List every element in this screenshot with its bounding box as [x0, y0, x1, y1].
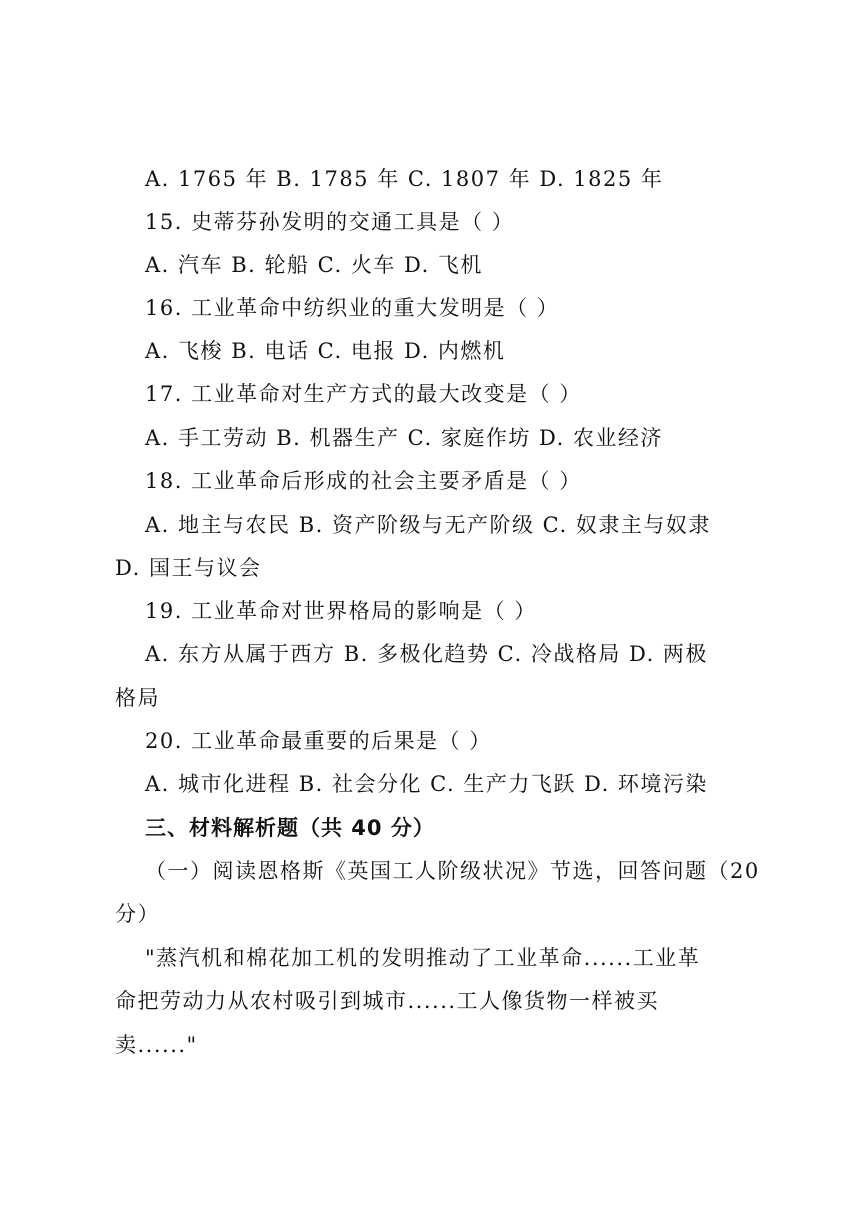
- q19-options-continued: 格局: [115, 686, 160, 710]
- q20-options: A. 城市化进程 B. 社会分化 C. 生产力飞跃 D. 环境污染: [145, 772, 708, 796]
- q19-question: 19. 工业革命对世界格局的影响是（ ）: [145, 599, 537, 623]
- material-intro: （一）阅读恩格斯《英国工人阶级状况》节选，回答问题（20: [145, 859, 760, 883]
- section-heading: 三、材料解析题（共 40 分）: [145, 816, 435, 840]
- quote-line-1: "蒸汽机和棉花加工机的发明推动了工业革命......工业革: [145, 946, 701, 970]
- q20-question: 20. 工业革命最重要的后果是（ ）: [145, 729, 492, 753]
- q15-question: 15. 史蒂芬孙发明的交通工具是（ ）: [145, 210, 515, 234]
- q16-question: 16. 工业革命中纺织业的重大发明是（ ）: [145, 296, 560, 320]
- q15-options: A. 汽车 B. 轮船 C. 火车 D. 飞机: [145, 253, 483, 277]
- quote-line-2: 命把劳动力从农村吸引到城市......工人像货物一样被买: [115, 989, 660, 1013]
- q18-options: A. 地主与农民 B. 资产阶级与无产阶级 C. 奴隶主与奴隶: [145, 513, 711, 537]
- q16-options: A. 飞梭 B. 电话 C. 电报 D. 内燃机: [145, 339, 506, 363]
- material-intro-continued: 分）: [115, 902, 160, 926]
- q17-question: 17. 工业革命对生产方式的最大改变是（ ）: [145, 382, 582, 406]
- q14-options: A. 1765 年 B. 1785 年 C. 1807 年 D. 1825 年: [145, 167, 664, 191]
- q19-options: A. 东方从属于西方 B. 多极化趋势 C. 冷战格局 D. 两极: [145, 642, 708, 666]
- q17-options: A. 手工劳动 B. 机器生产 C. 家庭作坊 D. 农业经济: [145, 426, 663, 450]
- quote-line-3: 卖......": [115, 1033, 198, 1057]
- q18-options-continued: D. 国王与议会: [115, 556, 262, 580]
- q18-question: 18. 工业革命后形成的社会主要矛盾是（ ）: [145, 469, 582, 493]
